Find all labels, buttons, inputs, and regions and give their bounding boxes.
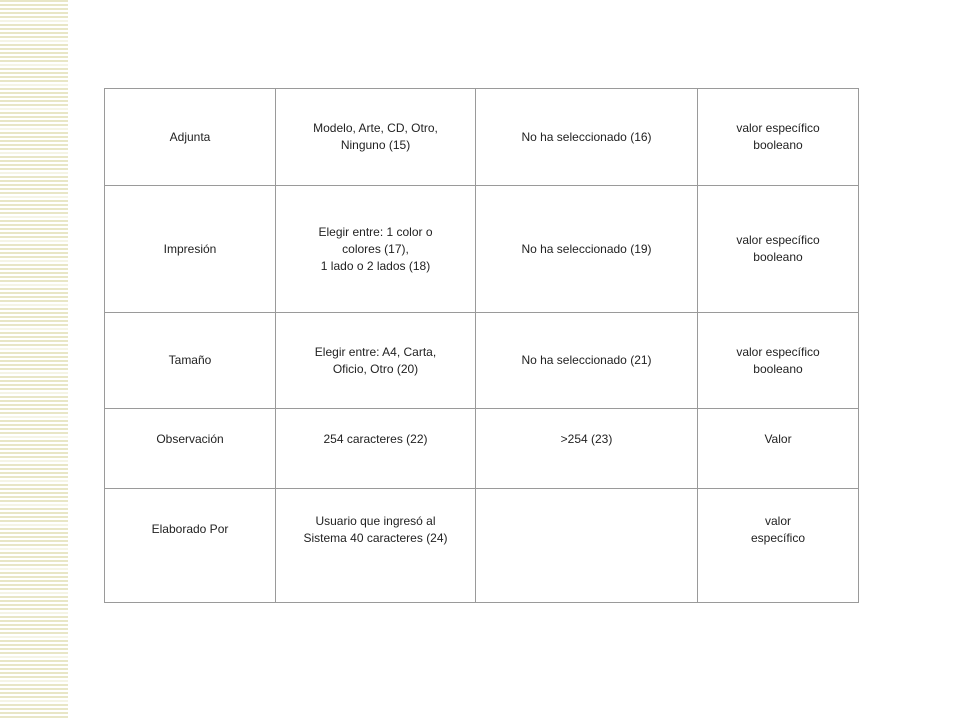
field-name-cell: Elaborado Por [105,489,276,603]
table-row [105,186,859,313]
field-default-cell: No ha seleccionado (16) [476,89,698,186]
field-type-cell: valor específico [698,489,859,603]
field-name-cell: Impresión [105,186,276,313]
field-default-cell: No ha seleccionado (19) [476,186,698,313]
field-type-cell: valor específico booleano [698,313,859,409]
field-description-cell: Elegir entre: A4, Carta, Oficio, Otro (20) [276,313,476,409]
table-row [105,489,859,603]
field-spec-table-container [104,88,858,602]
field-description-cell: Modelo, Arte, CD, Otro, Ninguno (15) [276,89,476,186]
field-type-cell: valor específico booleano [698,186,859,313]
decorative-side-stripes [0,0,68,720]
field-description-cell: Usuario que ingresó al Sistema 40 caracteres (24) [276,489,476,603]
table-row [105,313,859,409]
field-description-cell: 254 caracteres (22) [276,409,476,489]
field-default-cell [476,489,698,603]
field-name-cell: Tamaño [105,313,276,409]
field-type-cell: valor específico booleano [698,89,859,186]
field-default-cell: No ha seleccionado (21) [476,313,698,409]
table-row [105,409,859,489]
field-type-cell: Valor [698,409,859,489]
field-description-cell: Elegir entre: 1 color o colores (17), 1 lado o 2 lados (18) [276,186,476,313]
field-spec-table [104,88,859,603]
field-name-cell: Adjunta [105,89,276,186]
field-default-cell: >254 (23) [476,409,698,489]
field-name-cell: Observación [105,409,276,489]
table-row [105,89,859,186]
